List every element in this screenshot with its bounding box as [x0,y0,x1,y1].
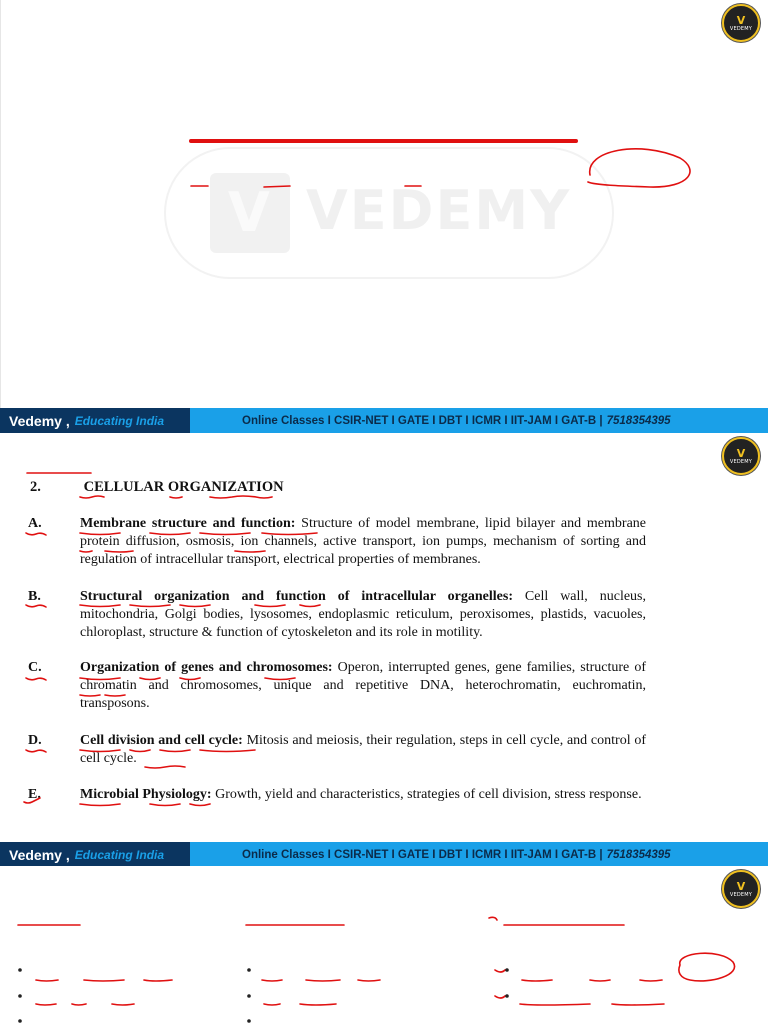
section-number: 2. [30,479,41,495]
syllabus-item-e: E. Microbial Physiology: Growth, yield and characteristics, strategies of cell division, stress response. [28,787,642,802]
watermark-text: VEDEMY [306,179,572,242]
footer-band [0,408,768,433]
section-title: CELLULAR ORGANIZATION [83,479,284,495]
band-courses: Online Classes I CSIR-NET I GATE I DBT I ICMR I IIT-JAM I GAT-B | 7518354395 [242,414,671,427]
section-heading [30,479,284,496]
band-courses: Online Classes I CSIR-NET I GATE I DBT I ICMR I IIT-JAM I GAT-B | 7518354395 [242,848,671,861]
syllabus-item-c: C. Organization of genes and chromosomes: Operon, interrupted genes, gene families, structure of chromatin and chromosomes, unique and repetitive DNA, heterochromatin, euchromatin, transposons. [28,660,646,711]
brand-name: Vedemy , [9,846,70,863]
syllabus-item-d: D. Cell division and cell cycle: Mitosis and meiosis, their regulation, steps in cell cycle, and control of cell cycle. [28,733,646,766]
footer-band [0,842,768,867]
vedemy-logo: V VEDEMY [722,870,760,908]
brand-box [0,842,190,867]
syllabus-item-b: B. Structural organization and function of intracellular organelles: Cell wall, nucleus, mitochondria, Golgi bodies, lysosomes, endoplasmic reticulum, peroxisomes, plastids, vacuoles, chloroplast, structure & function of cytoskeleton and its role in motility. [28,589,647,640]
vedemy-logo: V VEDEMY [722,437,760,475]
watermark-logo-icon: V [210,173,290,253]
brand-tagline: Educating India [74,413,165,428]
phone-number: 7518354395 [606,414,671,427]
brand-box [0,408,190,433]
brand-name: Vedemy , [9,412,70,429]
page-2 [0,433,768,842]
phone-number: 7518354395 [606,848,671,861]
brand-tagline: Educating India [74,847,165,862]
page-1 [0,0,768,408]
syllabus-item-a: A. Membrane structure and function: Structure of model membrane, lipid bilayer and membrane protein diffusion, osmosis, ion channels, active transport, ion pumps, mechanism of sorting and regulation of intracellular transport, electrical properties of membranes. [28,516,646,567]
vedemy-logo: V VEDEMY [722,4,760,42]
page-3 [0,866,768,1024]
vedemy-watermark [164,147,614,279]
